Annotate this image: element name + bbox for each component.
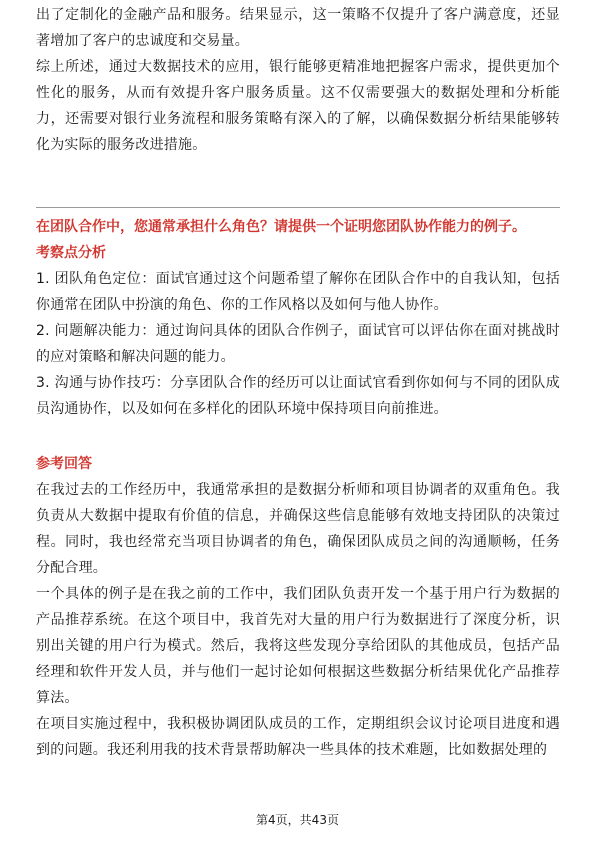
- intro-paragraph-2: 综上所述，通过大数据技术的应用，银行能够更精准地把握客户需求，提供更加个性化的服务，从而有效提升客户服务质量。这不仅需要强大的数据处理和分析能力，还需要对银行业务流程和服务策略有深入的了解，以确保数据分析结果能够转化为实际的服务改进措施。: [36, 59, 560, 153]
- answer-paragraph-3: 在项目实施过程中，我积极协调团队成员的工作，定期组织会议讨论项目进度和遇到的问题。我还利用我的技术背景帮助解决一些具体的技术难题，比如数据处理的: [36, 716, 560, 758]
- page-number: 第4页，共43页: [256, 813, 339, 827]
- analysis-heading: 考察点分析: [36, 245, 106, 261]
- answer-paragraph-2: 一个具体的例子是在我之前的工作中，我们团队负责开发一个基于用户行为数据的产品推荐系统。在这个项目中，我首先对大量的用户行为数据进行了深度分析，识别出关键的用户行为模式。然后，我将这些发现分享给团队的其他成员，包括产品经理和软件开发人员，并与他们一起讨论如何根据这些数据分析结果优化产品推荐算法。: [36, 586, 560, 706]
- analysis-section: [36, 240, 560, 422]
- answer-heading: 参考回答: [36, 456, 92, 472]
- answer-section: [36, 451, 560, 763]
- section-divider: [36, 207, 560, 208]
- intro-paragraph-1: 出了定制化的金融产品和服务。结果显示，这一策略不仅提升了客户满意度，还显著增加了客户的忠诚度和交易量。: [36, 7, 560, 49]
- intro-section: [36, 2, 560, 158]
- answer-paragraph-1: 在我过去的工作经历中，我通常承担的是数据分析师和项目协调者的双重角色。我负责从大数据中提取有价值的信息，并确保这些信息能够有效地支持团队的决策过程。同时，我也经常充当项目协调者的角色，确保团队成员之间的沟通顺畅，任务分配合理。: [36, 482, 560, 576]
- interview-question: 在团队合作中，您通常承担什么角色？请提供一个证明您团队协作能力的例子。: [36, 219, 526, 235]
- analysis-item-1: 1. 团队角色定位：面试官通过这个问题希望了解你在团队合作中的自我认知，包括你通常在团队中扮演的角色、你的工作风格以及如何与他人协作。: [36, 271, 560, 313]
- analysis-item-3: 3. 沟通与协作技巧：分享团队合作的经历可以让面试官看到你如何与不同的团队成员沟通协作，以及如何在多样化的团队环境中保持项目向前推进。: [36, 375, 560, 417]
- analysis-item-2: 2. 问题解决能力：通过询问具体的团队合作例子，面试官可以评估你在面对挑战时的应对策略和解决问题的能力。: [36, 323, 560, 365]
